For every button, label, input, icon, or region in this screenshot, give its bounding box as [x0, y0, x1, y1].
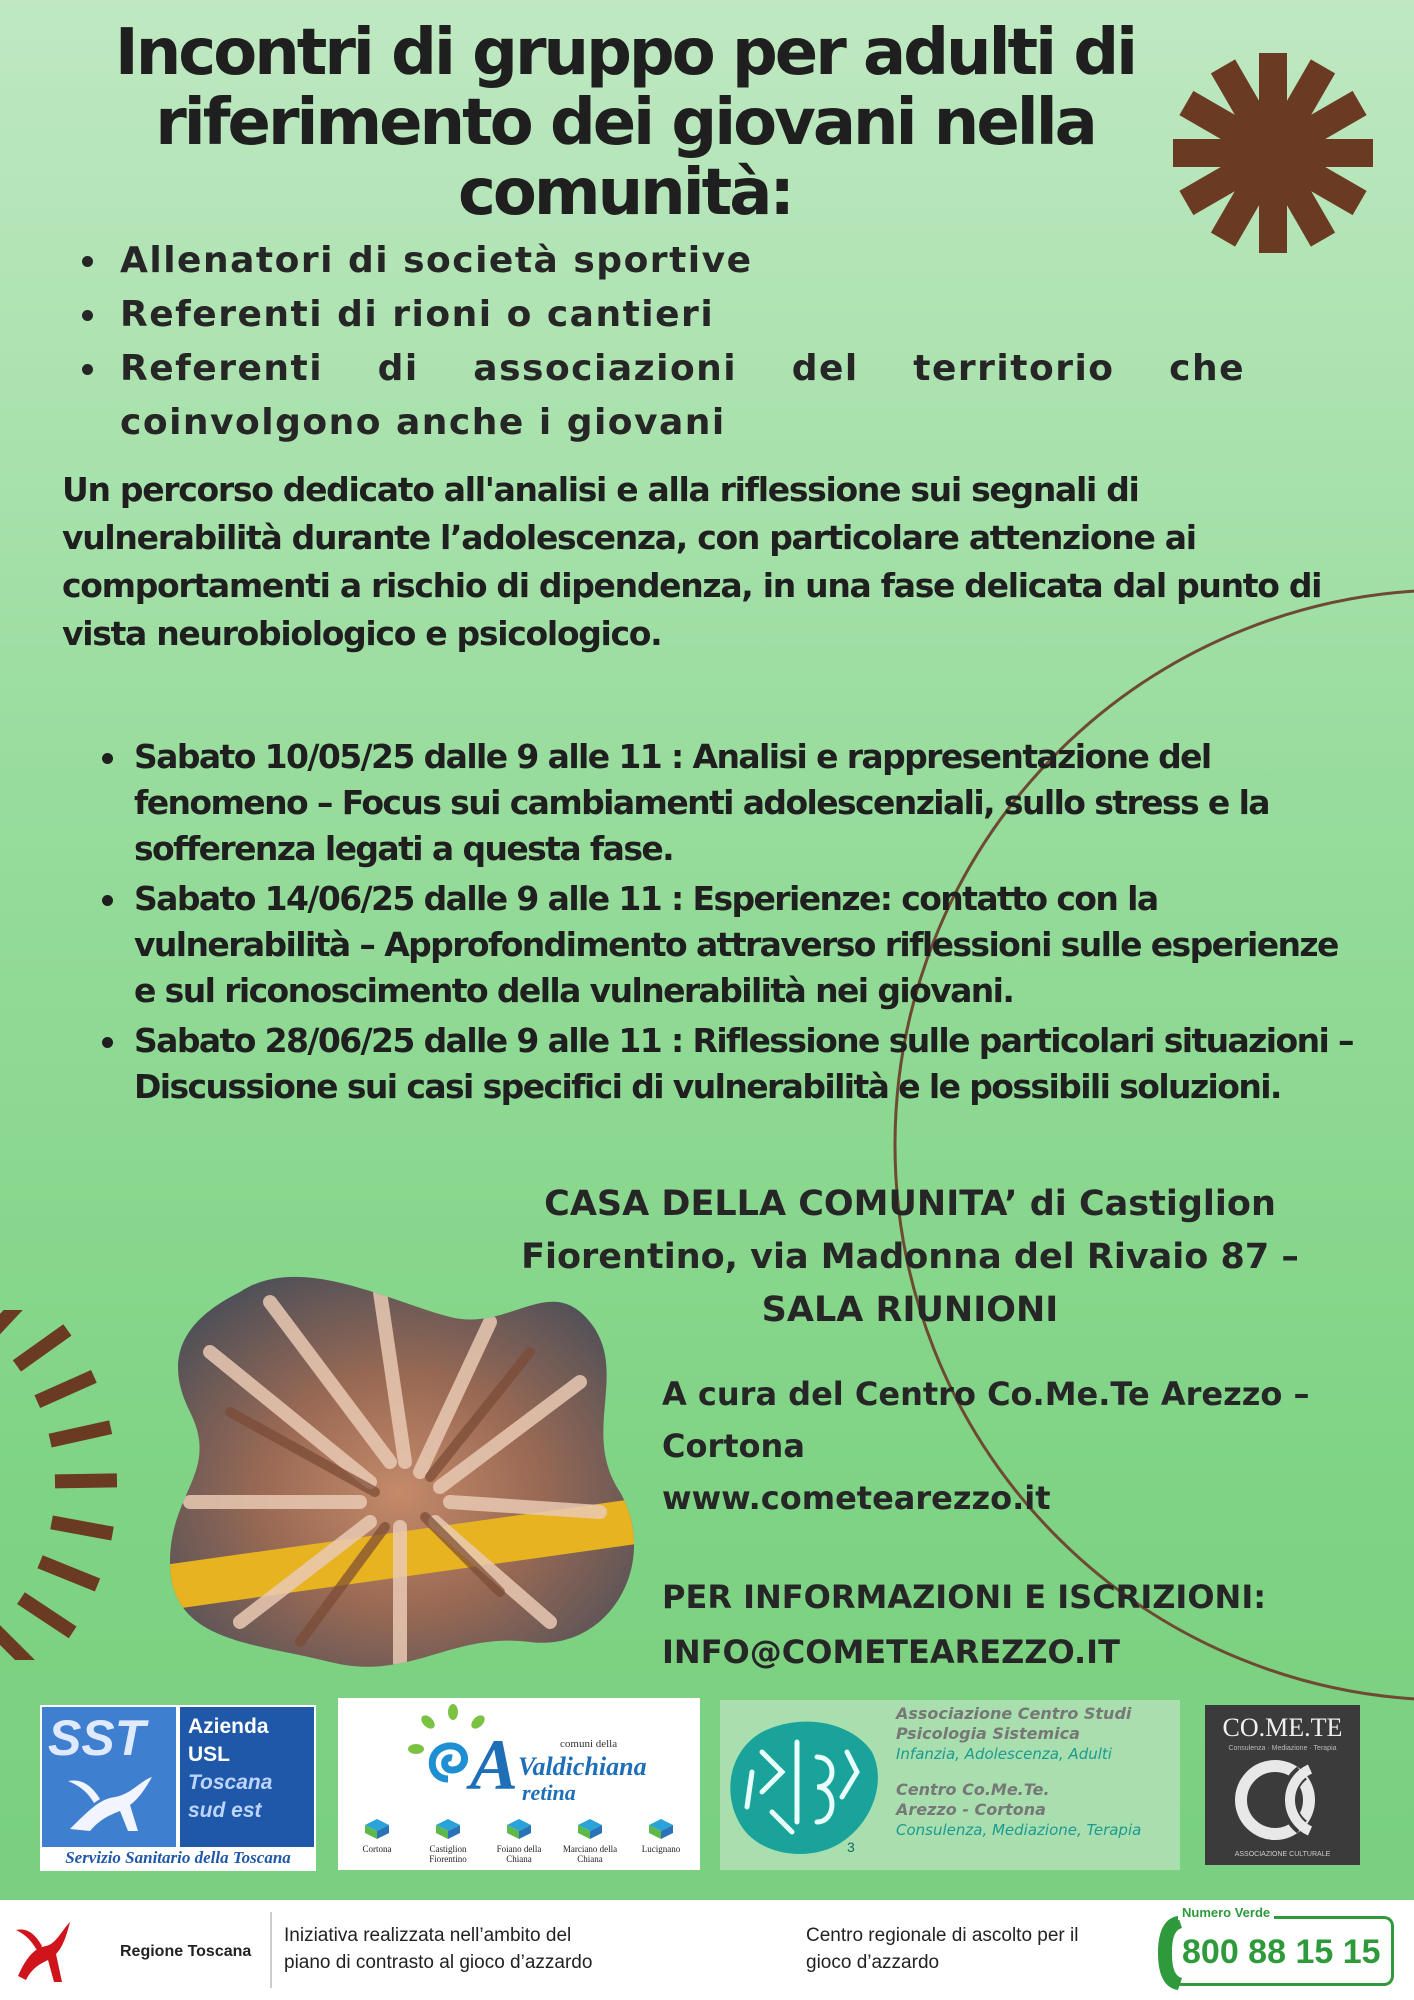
list-item: Referenti di associazioni del territorio che coinvolgono anche i giovani — [78, 342, 1245, 450]
town — [415, 1818, 481, 1864]
sst-logo — [40, 1705, 316, 1871]
svg-text:3: 3 — [847, 1839, 855, 1855]
centro-line: Centro regionale di ascolto per il — [806, 1925, 1079, 1946]
comete-name: CO.ME.TE — [1222, 1713, 1343, 1742]
sunburst-ray — [49, 1420, 113, 1447]
associazione-logo — [720, 1700, 1180, 1870]
centro-line: gioco d’azzardo — [806, 1952, 940, 1973]
regione-pegasus-icon — [12, 1914, 74, 1986]
sunburst-ray — [50, 1515, 114, 1540]
asterisk-icon — [1168, 48, 1378, 258]
curator-line: A cura del Centro Co.Me.Te Arezzo – — [662, 1375, 1310, 1413]
sst-panel — [42, 1707, 176, 1847]
sunburst-icon — [0, 1310, 120, 1660]
session-item: Sabato 10/05/25 dalle 9 alle 11 : Analisi e rappresentazione del fenomeno – Focus sui cambiamenti adolescenziali, sullo stress e la sofferenza legati a questa fase. — [96, 734, 1356, 872]
assoc-line: Psicologia Sistemica — [896, 1724, 1080, 1743]
comete-tagline: Consulenza · Mediazione · Terapia — [1228, 1745, 1337, 1752]
sunburst-ray — [55, 1473, 117, 1488]
comete-mark-icon — [1230, 1755, 1335, 1845]
session-item: Sabato 14/06/25 dalle 9 alle 11 : Esperienze: contatto con la vulnerabilità – Approfondimento attraverso riflessioni sulle esperienze e sul riconoscimento della vulnerabilità nei giovani. — [96, 876, 1356, 1014]
valdichiana-a: A — [470, 1725, 519, 1805]
town-label: Foiano della Chiana — [496, 1844, 542, 1864]
centro-text — [806, 1922, 1079, 1976]
assoc-line: Infanzia, Adolescenza, Adulti — [896, 1745, 1112, 1763]
town-row — [344, 1818, 694, 1864]
session-item: Sabato 28/06/25 dalle 9 alle 11 : Riflessione sulle particolari situazioni – Discussione sui casi specifici di vulnerabilità e le possibili soluzioni. — [96, 1018, 1356, 1110]
target-list — [78, 234, 1278, 450]
sunburst-ray — [0, 1625, 44, 1660]
sunburst-ray — [0, 1652, 3, 1660]
email-link[interactable]: INFO@COMETEAREZZO.IT — [662, 1633, 1120, 1671]
hands-photo — [150, 1262, 650, 1682]
town — [628, 1818, 694, 1864]
valdichiana-small: comuni della — [560, 1738, 618, 1750]
initiative-line: Iniziativa realizzata nell’ambito del — [284, 1925, 572, 1946]
valdichiana-name: Valdichiana — [518, 1752, 647, 1781]
town — [557, 1818, 623, 1864]
numero-verde-box — [1172, 1905, 1394, 1986]
list-item: Referenti di rioni o cantieri — [78, 288, 1278, 342]
website-link[interactable]: www.cometearezzo.it — [662, 1479, 1051, 1517]
town — [486, 1818, 552, 1864]
town-label: Marciano della Chiana — [562, 1844, 618, 1864]
town — [344, 1818, 410, 1864]
valdichiana-aretina: retina — [522, 1780, 576, 1805]
assoc-line: Centro Co.Me.Te. — [896, 1780, 1050, 1799]
footer — [0, 1900, 1414, 2000]
initiative-line: piano di contrasto al gioco d’azzardo — [284, 1952, 593, 1973]
town-label: Cortona — [362, 1844, 392, 1854]
pegasus-icon — [60, 1769, 160, 1841]
venue-line: CASA DELLA COMUNITA’ di Castiglion — [544, 1184, 1276, 1224]
sunburst-ray — [0, 1310, 37, 1340]
regione-label: Regione Toscana — [120, 1943, 252, 1960]
info-block — [662, 1570, 1402, 1680]
abstract-figure-icon — [722, 1712, 887, 1862]
cube-icon — [364, 1818, 390, 1840]
cube-icon — [648, 1818, 674, 1840]
curator-block — [662, 1368, 1362, 1524]
info-label: PER INFORMAZIONI E ISCRIZIONI: — [662, 1578, 1267, 1616]
azienda-panel — [180, 1707, 314, 1847]
azienda-line: USL — [188, 1743, 230, 1766]
sunburst-ray — [37, 1555, 100, 1591]
page-title: Incontri di gruppo per adulti di riferimento dei giovani nella comunità: — [114, 16, 1136, 230]
cube-icon — [577, 1818, 603, 1840]
azienda-line: Toscana — [188, 1771, 273, 1794]
valdichiana-logo — [338, 1698, 700, 1870]
initiative-text — [284, 1922, 592, 1976]
sst-abbr: SST — [48, 1710, 146, 1766]
town-label: Lucignano — [641, 1844, 681, 1854]
cube-icon — [506, 1818, 532, 1840]
venue-line: Fiorentino, via Madonna del Rivaio 87 – — [521, 1237, 1299, 1277]
comete-sub: ASSOCIAZIONE CULTURALE — [1234, 1851, 1331, 1858]
sst-servizio: Servizio Sanitario della Toscana — [65, 1848, 291, 1867]
sunburst-ray — [17, 1592, 76, 1638]
assoc-line: Associazione Centro Studi — [896, 1704, 1132, 1723]
numero-verde[interactable]: 800 88 15 15 — [1182, 1933, 1381, 1971]
list-item: Allenatori di società sportive — [78, 234, 1278, 288]
assoc-line: Arezzo - Cortona — [896, 1800, 1046, 1819]
curator-line: Cortona — [662, 1427, 805, 1465]
session-list — [96, 734, 1356, 1114]
assoc-line: Consulenza, Mediazione, Terapia — [896, 1821, 1142, 1839]
sunburst-ray — [13, 1324, 72, 1371]
venue-line: SALA RIUNIONI — [761, 1290, 1059, 1330]
azienda-line: Azienda — [188, 1715, 269, 1738]
footer-divider — [270, 1912, 272, 1988]
intro-paragraph: Un percorso dedicato all'analisi e alla riflessione sui segnali di vulnerabilità durante l’adolescenza, con particolare attenzione ai comportamenti a rischio di dipendenza, in una fase delicata dal punto di vista neurobiologico e psicologico. — [62, 470, 1322, 653]
azienda-line: sud est — [188, 1799, 262, 1822]
numero-label: Numero Verde — [1178, 1905, 1274, 1920]
town-label: Castiglion Fiorentino — [429, 1844, 467, 1864]
cube-icon — [435, 1818, 461, 1840]
sunburst-ray — [34, 1370, 96, 1408]
comete-logo — [1205, 1705, 1360, 1865]
